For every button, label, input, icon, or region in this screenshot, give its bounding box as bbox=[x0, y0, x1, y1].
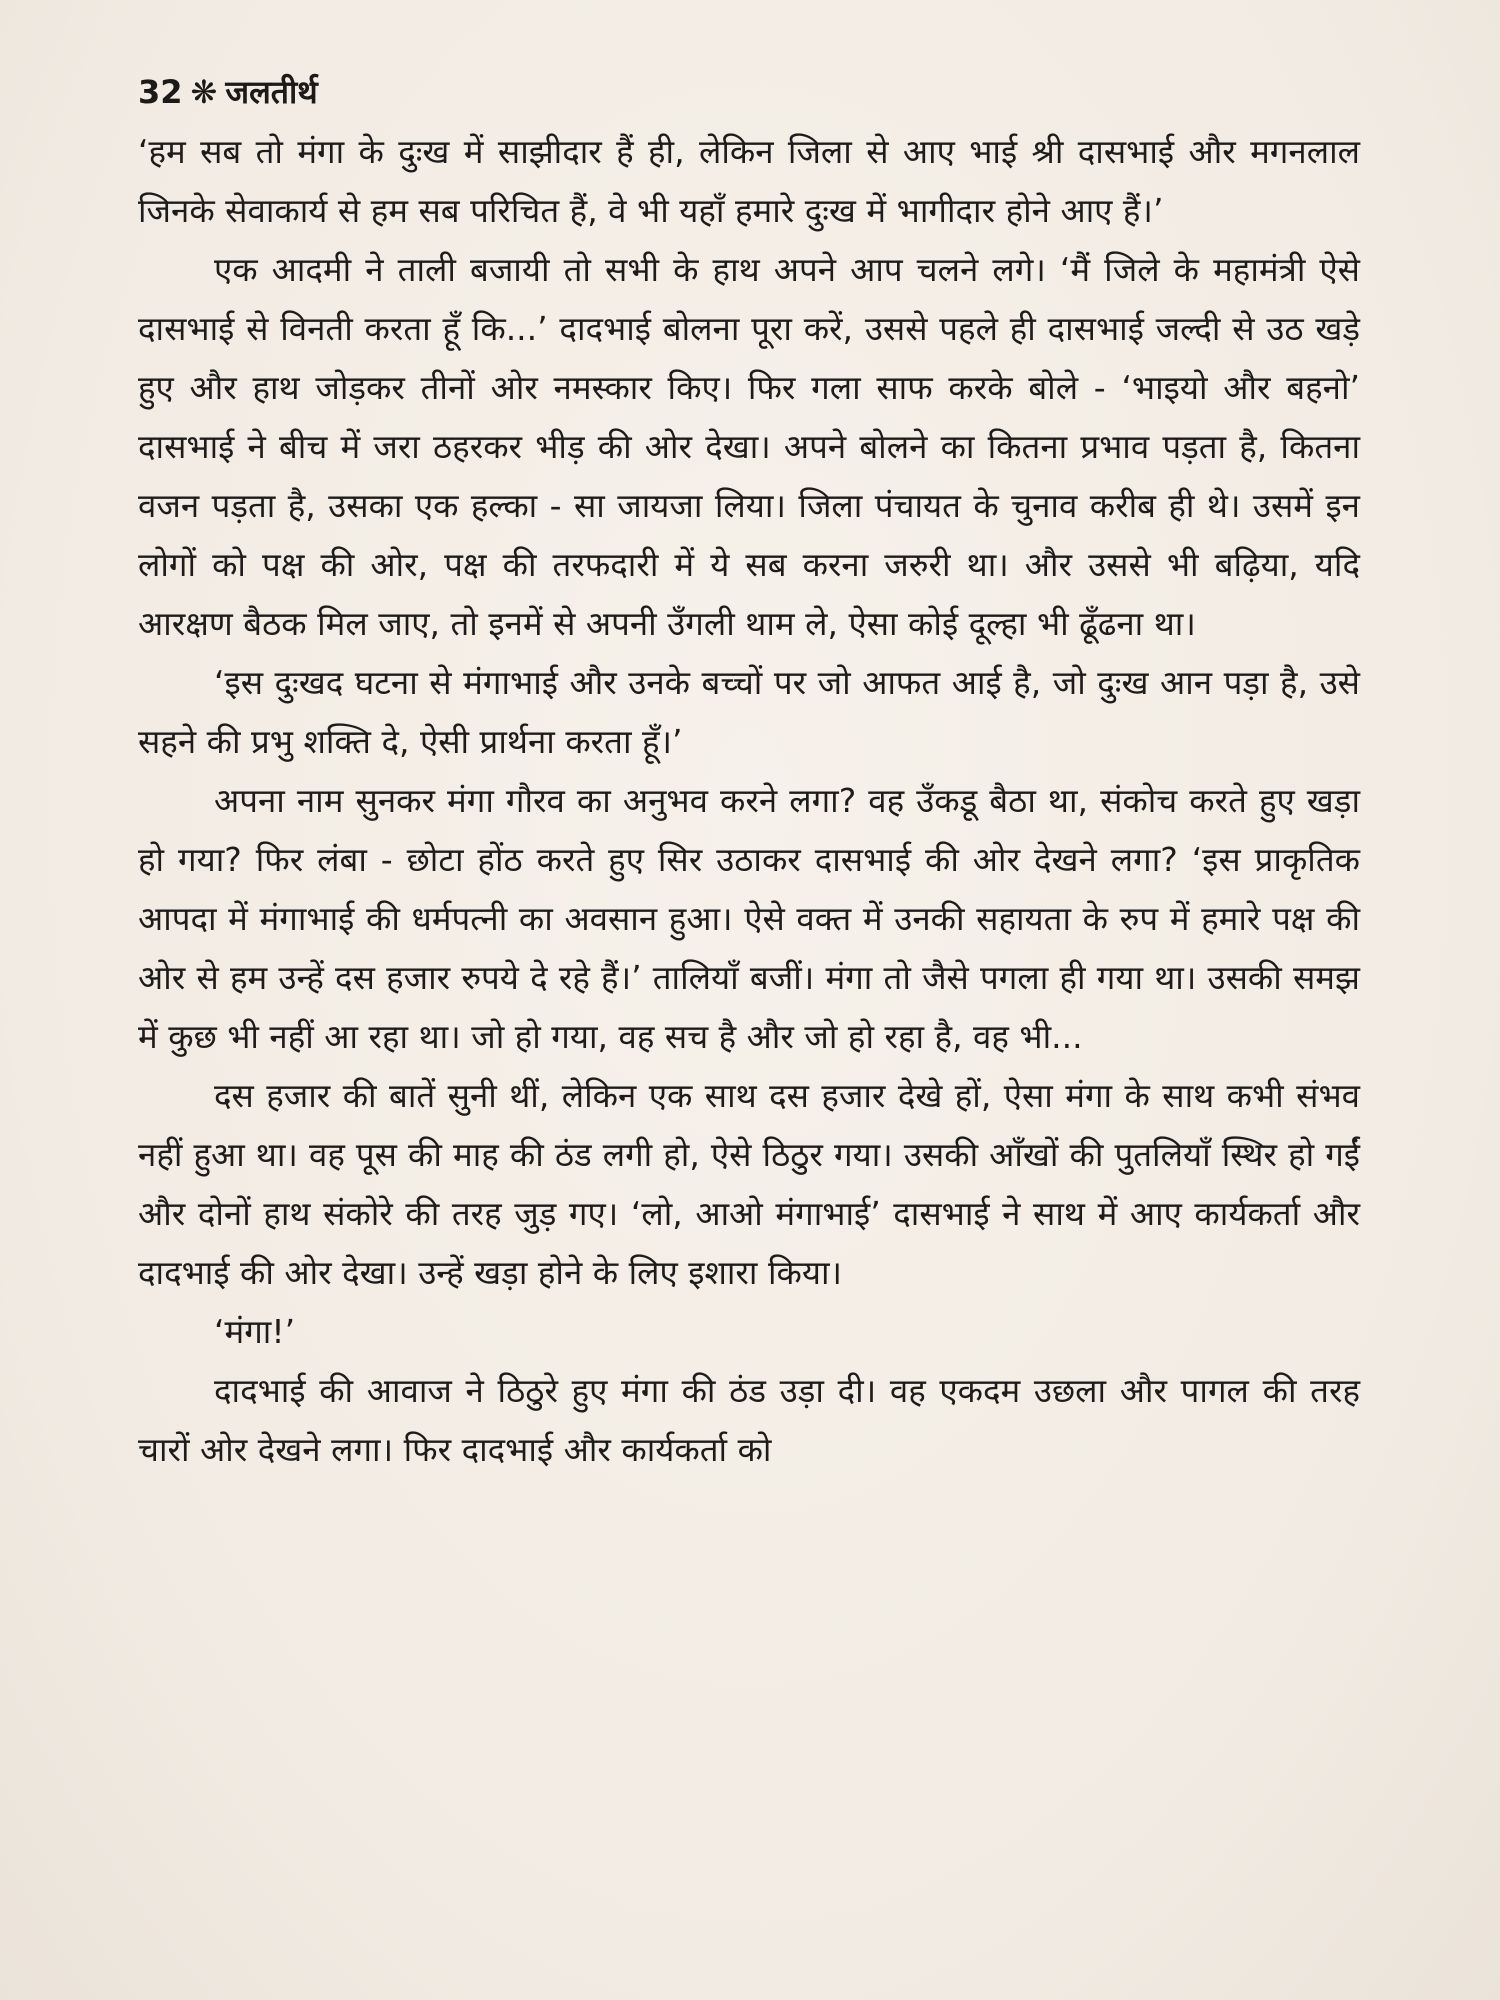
paragraph: दादभाई की आवाज ने ठिठुरे हुए मंगा की ठंड उड़ा दी। वह एकदम उछला और पागल की तरह चारों ओर देखने लगा। फिर दादभाई और कार्यकर्ता को bbox=[138, 1371, 1360, 1469]
paragraph: दस हजार की बातें सुनी थीं, लेकिन एक साथ दस हजार देखे हों, ऐसा मंगा के साथ कभी संभव नहीं हुआ था। वह पूस की माह की ठंड लगी हो, ऐसे ठिठुर गया। उसकी आँखों की पुतलियाँ स्थिर हो गईं और दोनों हाथ संकोरे की तरह जुड़ गए। ‘लो, आओ मंगाभाई’ दासभाई ने साथ में आए कार्यकर्ता और दादभाई की ओर देखा। उन्हें खड़ा होने के लिए इशारा किया। bbox=[138, 1076, 1360, 1292]
paragraph: एक आदमी ने ताली बजायी तो सभी के हाथ अपने आप चलने लगे। ‘मैं जिले के महामंत्री ऐसे दासभाई से विनती करता हूँ कि...’ दादभाई बोलना पूरा करें, उससे पहले ही दासभाई जल्दी से उठ खड़े हुए और हाथ जोड़कर तीनों ओर नमस्कार किए। फिर गला साफ करके बोले - ‘भाइयो और बहनो’ दासभाई ने बीच में जरा ठहरकर भीड़ की ओर देखा। अपने बोलने का कितना प्रभाव पड़ता है, कितना वजन पड़ता है, उसका एक हल्का - सा जायजा लिया। जिला पंचायत के चुनाव करीब ही थे। उसमें इन लोगों को पक्ष की ओर, पक्ष की तरफदारी में ये सब करना जरुरी था। और उससे भी बढ़िया, यदि आरक्षण बैठक मिल जाए, तो इनमें से अपनी उँगली थाम ले, ऐसा कोई दूल्हा भी ढूँढना था। bbox=[138, 250, 1360, 643]
paragraph: ‘मंगा!’ bbox=[214, 1312, 296, 1351]
page-number: 32 bbox=[138, 73, 183, 111]
paragraph: अपना नाम सुनकर मंगा गौरव का अनुभव करने लगा? वह उँकडू बैठा था, संकोच करते हुए खड़ा हो गया? फिर लंबा - छोटा होंठ करते हुए सिर उठाकर दासभाई की ओर देखने लगा? ‘इस प्राकृतिक आपदा में मंगाभाई की धर्मपत्नी का अवसान हुआ। ऐसे वक्त में उनकी सहायता के रुप में हमारे पक्ष की ओर से हम उन्हें दस हजार रुपये दे रहे हैं।’ तालियाँ बजीं। मंगा तो जैसे पगला ही गया था। उसकी समझ में कुछ भी नहीं आ रहा था। जो हो गया, वह सच है और जो हो रहा है, वह भी... bbox=[138, 781, 1360, 1056]
header-ornament-icon: ❋ bbox=[190, 73, 218, 111]
page-header bbox=[138, 70, 326, 113]
book-title: जलतीर्थ bbox=[225, 73, 318, 111]
page-body bbox=[138, 122, 1360, 1479]
paragraph: ‘इस दुःखद घटना से मंगाभाई और उनके बच्चों पर जो आफत आई है, जो दुःख आन पड़ा है, उसे सहने की प्रभु शक्ति दे, ऐसी प्रार्थना करता हूँ।’ bbox=[138, 663, 1360, 761]
paragraph: ‘हम सब तो मंगा के दुःख में साझीदार हैं ही, लेकिन जिला से आए भाई श्री दासभाई और मगनलाल जिनके सेवाकार्य से हम सब परिचित हैं, वे भी यहाँ हमारे दुःख में भागीदार होने आए हैं।’ bbox=[138, 132, 1360, 230]
